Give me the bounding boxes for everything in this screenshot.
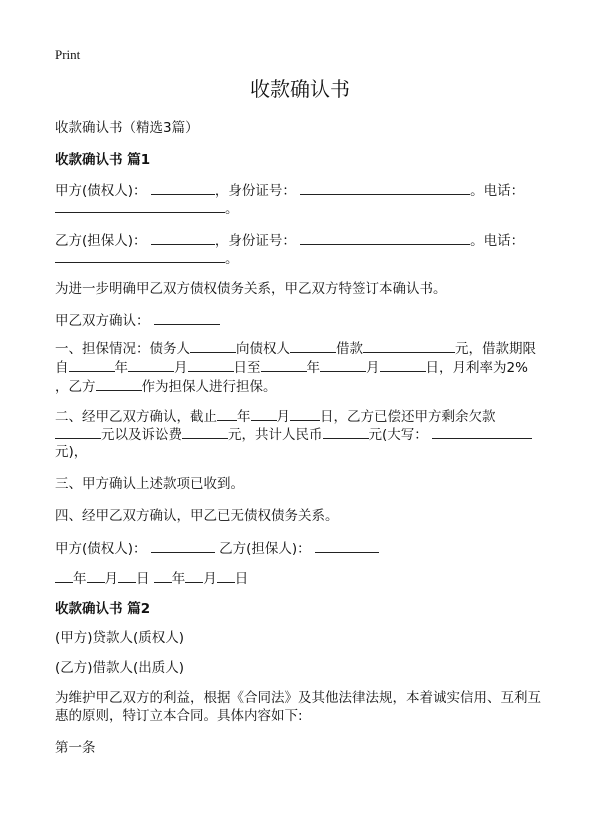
blank (154, 569, 172, 583)
item1-line1 (55, 339, 536, 358)
party-a-line-2 (55, 199, 239, 218)
t: 日 (136, 571, 150, 587)
blank (217, 407, 237, 421)
item4: 四、经甲乙双方确认，甲乙已无债权债务关系。 (55, 508, 339, 524)
section1-heading: 收款确认书 篇1 (55, 152, 151, 168)
t: 年 (114, 360, 128, 376)
blank (55, 199, 225, 213)
item1-line3 (55, 377, 277, 396)
t: 作为担保人进行担保。 (141, 379, 277, 395)
blank (154, 311, 220, 325)
blank (151, 181, 215, 195)
blank (315, 539, 379, 553)
t: 日，乙方已偿还甲方剩余欠款 (320, 409, 496, 425)
signature-line (55, 539, 379, 558)
intro: 为进一步明确甲乙双方债权债务关系，甲乙双方特签订本确认书。 (55, 281, 447, 297)
label: 甲乙双方确认： (55, 313, 150, 329)
t: 自 (55, 360, 69, 376)
article-1: 第一条 (55, 740, 96, 756)
t: 向债权人 (236, 341, 290, 357)
t: 元(大写： (368, 427, 428, 443)
party-b-line (55, 231, 524, 250)
blank (380, 358, 426, 372)
blank (118, 569, 136, 583)
label: 。 (225, 251, 239, 267)
blank (87, 569, 105, 583)
t: 二、经甲乙双方确认，截止 (55, 409, 217, 425)
blank (261, 358, 307, 372)
blank (432, 425, 532, 439)
t: 乙方(担保人)： (219, 541, 311, 557)
label: ，身份证号： (214, 183, 296, 199)
label: 甲方(债权人)： (55, 183, 147, 199)
confirm-line (55, 311, 220, 330)
party-b-line-2 (55, 249, 239, 268)
t: 年 (237, 409, 251, 425)
blank (55, 249, 225, 263)
label: ，身份证号： (214, 233, 296, 249)
label: 。电话： (470, 183, 525, 199)
item2-line2 (55, 425, 532, 444)
item1-line2 (55, 358, 528, 377)
blank (55, 569, 73, 583)
blank (55, 425, 101, 439)
t: 元，共计人民币 (228, 427, 323, 443)
section2-heading: 收款确认书 篇2 (55, 601, 151, 617)
item3: 三、甲方确认上述款项已收到。 (55, 476, 244, 492)
blank (290, 407, 320, 421)
blank (363, 339, 455, 353)
t: 月 (104, 571, 118, 587)
blank (151, 231, 215, 245)
blank (151, 539, 215, 553)
t: 月 (174, 360, 188, 376)
item2-line1 (55, 407, 496, 426)
blank (128, 358, 174, 372)
section2-intro-2: 惠的原则，特订立本合同。具体内容如下: (55, 708, 303, 724)
label: 。电话： (470, 233, 525, 249)
blank (96, 377, 142, 391)
item2-line3: 元)， (55, 444, 88, 460)
blank (323, 425, 369, 439)
t: 甲方(债权人)： (55, 541, 147, 557)
party-a-line (55, 181, 524, 200)
section2-intro-1: 为维护甲乙双方的利益，根据《合同法》及其他法律法规，本着诚实信用、互利互 (55, 690, 541, 706)
blank (300, 181, 470, 195)
t: 一、担保情况：债务人 (55, 341, 190, 357)
lender: (甲方)贷款人(质权人) (55, 630, 185, 646)
document-title: 收款确认书 (250, 77, 350, 101)
t: 月 (276, 409, 290, 425)
blank (185, 569, 203, 583)
print-link[interactable]: Print (55, 47, 81, 62)
blank (290, 339, 336, 353)
t: 月 (366, 360, 380, 376)
date-line (55, 569, 248, 588)
t: 元以及诉讼费 (101, 427, 182, 443)
t: 日，月利率为2% (425, 360, 528, 376)
blank (217, 569, 235, 583)
t: 年 (171, 571, 186, 587)
t: 年 (73, 571, 87, 587)
blank (320, 358, 366, 372)
t: 年 (306, 360, 320, 376)
blank (190, 339, 236, 353)
t: 元，借款期限 (455, 341, 536, 357)
t: 日至 (233, 360, 261, 376)
t: 借款 (336, 341, 363, 357)
blank (188, 358, 234, 372)
t: 日 (234, 571, 249, 587)
t: ，乙方 (55, 379, 96, 395)
blank (251, 407, 277, 421)
t: 月 (203, 571, 217, 587)
blank (300, 231, 470, 245)
blank (69, 358, 115, 372)
label: 。 (225, 201, 239, 217)
borrower: (乙方)借款人(出质人) (55, 660, 185, 676)
label: 乙方(担保人)： (55, 233, 147, 249)
subtitle: 收款确认书（精选3篇） (55, 120, 199, 136)
blank (182, 425, 228, 439)
